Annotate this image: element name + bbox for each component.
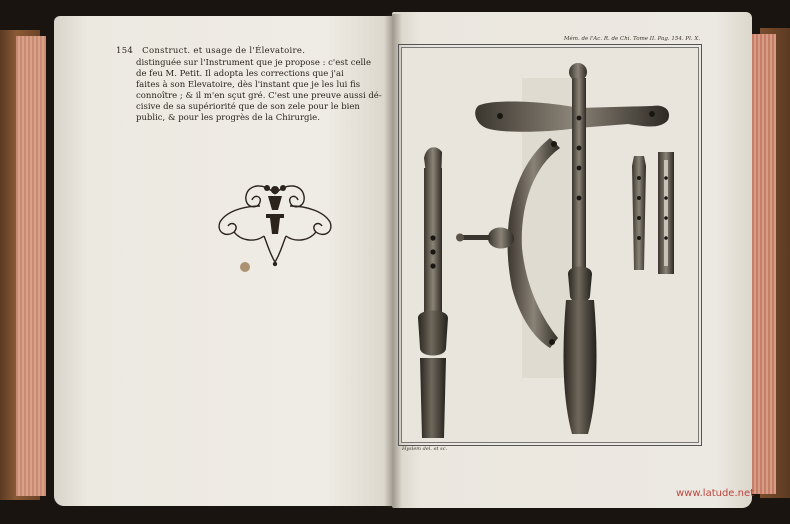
running-header (116, 46, 366, 56)
plate-area (401, 47, 699, 443)
text-line: faites à son Elevatoire, dès l'instant que je les lui fis (136, 80, 361, 90)
main-ferrule (568, 267, 592, 303)
lever-handle (420, 358, 446, 438)
lever-shaft (424, 168, 442, 318)
page-edges-left (16, 36, 46, 496)
text-line: de feu M. Petit. Il adopta les corrections que j'ai (136, 69, 344, 79)
engraver-credit: Hyslem del. et sc. (402, 446, 448, 452)
ornament-vignette (212, 176, 338, 268)
spare-plate (632, 156, 646, 270)
watermark: www.latude.net (676, 488, 755, 499)
body-text (136, 58, 382, 124)
text-line: cisive de sa supériorité que de son zele pour le bien (136, 102, 360, 112)
plate-header: Mém. de l'Ac. R. de Chi. Tome II. Pag. 154. Pl. X. (563, 36, 700, 42)
text-line: connoître ; & il m'en sçut gré. C'est une preuve aussi dé- (136, 91, 382, 101)
lever-knob (418, 311, 448, 356)
page-number: 154 (116, 46, 134, 56)
text-line: distinguée sur l'Instrument que je propose : c'est celle (136, 58, 372, 68)
main-handle (564, 300, 597, 434)
running-title: Construct. et usage de l'Élevatoire. (142, 46, 306, 56)
main-shaft (572, 78, 586, 278)
page-edges-right (748, 34, 776, 494)
elevatoire-engraving (402, 48, 698, 442)
engraved-plate (398, 44, 702, 446)
foxing-spot (240, 262, 250, 272)
text-line: public, & pour les progrès de la Chirurgie. (136, 113, 320, 123)
